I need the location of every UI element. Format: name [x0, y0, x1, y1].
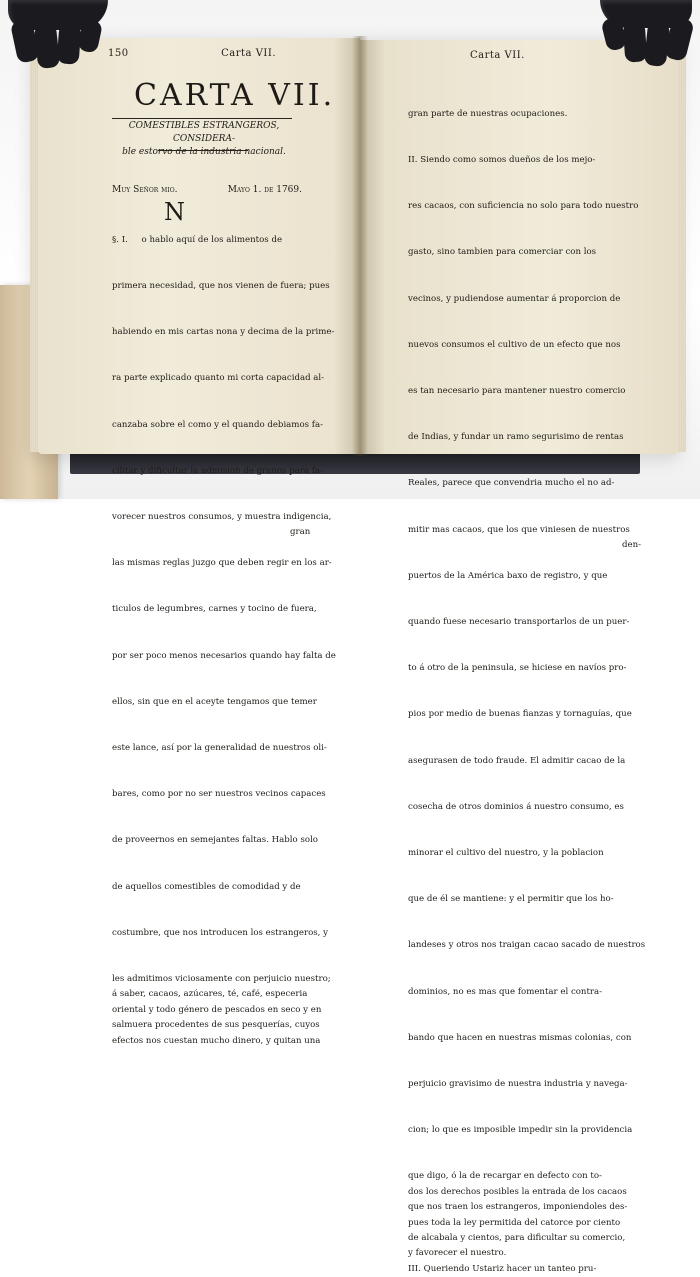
salutation: Muy Señor mio.: [112, 185, 178, 195]
book-gutter: [352, 36, 368, 456]
text-line: asegurasen de todo fraude. El admitir cacao de la: [408, 755, 626, 766]
chapter-subtitle: [114, 120, 294, 159]
text-line: á saber, cacaos, azúcares, té, café, especeria: [112, 989, 308, 1000]
text-line: bares, como por no ser nuestros vecinos capaces: [112, 789, 326, 800]
text-line: dos los derechos posibles la entrada de los cacaos: [408, 1186, 627, 1197]
left-page: [38, 38, 360, 1046]
subtitle-line: COMESTIBLES ESTRANGEROS, CONSIDERA-: [128, 121, 280, 144]
text-line: de Indias, y fundar un ramo segurisimo de rentas: [408, 432, 624, 443]
text-line: efectos nos cuestan mucho dinero, y quitan una: [112, 1035, 321, 1046]
text-line: canzaba sobre el como y el quando debiamos fa-: [112, 419, 323, 430]
text-line: gran parte de nuestras ocupaciones.: [408, 108, 568, 119]
text-line: de aquellos comestibles de comodidad y de: [112, 881, 301, 892]
text-line: quando fuese necesario transportarlos de un puer-: [408, 617, 630, 628]
text-line: primera necesidad, que nos vienen de fuera; pues: [112, 281, 330, 292]
text-line: II. Siendo como somos dueños de los mejo-: [408, 155, 596, 166]
text-line: Reales, parece que convendria mucho el no ad-: [408, 478, 615, 489]
text-line: las mismas reglas juzgo que deben regir en los ar-: [112, 558, 332, 569]
text-line: cilitar y dificultar la admision de granos para fa-: [112, 465, 323, 476]
text-line: de alcabala y cientos, para dificultar su comercio,: [408, 1233, 626, 1244]
letter-date: Mayo 1. de 1769.: [227, 185, 302, 195]
text-line: este lance, así por la generalidad de nuestros oli-: [112, 743, 327, 754]
right-body-text: [408, 76, 645, 1277]
text-line: bando que hacen en nuestras mismas colonias, con: [408, 1032, 632, 1043]
drop-cap: N: [164, 198, 185, 226]
text-line: minorar el cultivo del nuestro, y la poblacion: [408, 848, 604, 859]
left-running-head: [108, 48, 276, 59]
text-line: ra parte explicado quanto mi corta capacidad al-: [112, 373, 325, 384]
left-page-number: 150: [108, 48, 129, 59]
text-line: puertos de la América baxo de registro, y que: [408, 570, 608, 581]
text-line: costumbre, que nos introducen los estrangeros, y: [112, 927, 328, 938]
title-rule-bottom: [158, 150, 248, 151]
text-line: es tan necesario para mantener nuestro comercio: [408, 386, 626, 397]
text-line: por ser poco menos necesarios quando hay falta de: [112, 650, 336, 661]
text-line: perjuicio gravisimo de nuestra industria y navega-: [408, 1079, 628, 1090]
left-glove-finger: [34, 23, 60, 69]
salutation-line: [112, 185, 302, 195]
text-line: oriental y todo género de pescados en seco y en: [112, 1004, 322, 1015]
text-line: §. I. o hablo aquí de los alimentos de: [112, 234, 283, 245]
text-line: landeses y otros nos traigan cacao sacado de nuestros: [408, 940, 646, 951]
text-line: habiendo en mis cartas nona y decima de la prime-: [112, 327, 335, 338]
text-line: pues toda la ley permitida del catorce por ciento: [408, 1217, 621, 1228]
text-line: vorecer nuestros consumos, y muestra indigencia,: [112, 512, 332, 523]
text-line: dominios, no es mas que fomentar el contra-: [408, 986, 603, 997]
text-line: que nos traen los estrangeros, imponiendoles des-: [408, 1202, 628, 1213]
text-line: les admitimos viciosamente con perjuicio nuestro;: [112, 974, 331, 985]
text-line: III. Queriendo Ustariz hacer un tanteo pru-: [408, 1263, 597, 1274]
text-line: gasto, sino tambien para comerciar con los: [408, 247, 597, 258]
catchword: den-: [622, 540, 642, 550]
text-line: que digo, ó la de recargar en defecto con to-: [408, 1171, 602, 1182]
text-line: de proveernos en semejantes faltas. Hablo solo: [112, 835, 318, 846]
right-running-title: Carta VII.: [470, 50, 525, 61]
right-page-edges: [678, 44, 686, 452]
left-running-title: Carta VII.: [221, 48, 276, 59]
text-line: nuevos consumos el cultivo de un efecto que nos: [408, 339, 621, 350]
text-line: ellos, sin que en el aceyte tengamos que temer: [112, 696, 317, 707]
text-line: cion; lo que es imposible impedir sin la providencia: [408, 1125, 633, 1136]
subtitle-line: ble estorvo de la industria nacional.: [122, 147, 286, 157]
chapter-title: CARTA VII.: [134, 78, 336, 113]
text-line: y favorecer el nuestro.: [408, 1248, 507, 1259]
text-line: que de él se mantiene: y el permitir que los ho-: [408, 894, 614, 905]
text-line: salmuera procedentes de sus pesquerías, cuyos: [112, 1020, 320, 1031]
right-running-head: [390, 50, 662, 61]
text-line: to á otro de la peninsula, se hiciese en navíos pro-: [408, 663, 627, 674]
text-line: mitir mas cacaos, que los que viniesen de nuestros: [408, 524, 630, 535]
right-page: [360, 40, 678, 1274]
title-rule-top: [112, 118, 292, 119]
text-line: pios por medio de buenas fianzas y tornaguías, que: [408, 709, 632, 720]
text-line: cosecha de otros dominios á nuestro consumo, es: [408, 801, 624, 812]
catchword: gran: [290, 527, 311, 538]
text-line: res cacaos, con suficiencia no solo para todo nuestro: [408, 201, 639, 212]
text-line: ticulos de legumbres, carnes y tocino de fuera,: [112, 604, 317, 615]
left-body-text: [112, 202, 336, 1049]
text-line: vecinos, y pudiendose aumentar á proporcion de: [408, 293, 621, 304]
